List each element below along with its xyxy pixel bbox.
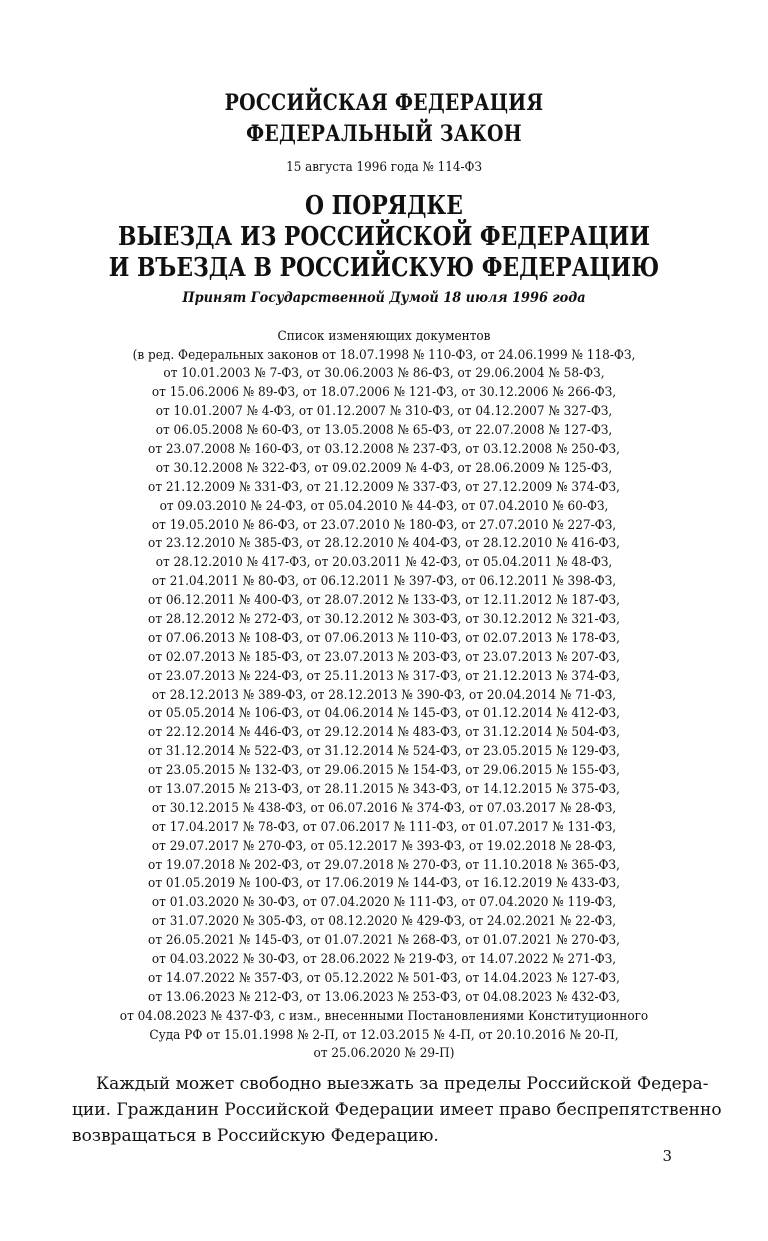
amendment-line: от 01.05.2019 № 100-ФЗ, от 17.06.2019 № 144-ФЗ, от 16.12.2019 № 433-ФЗ, [148,876,620,892]
amendment-line: от 13.07.2015 № 213-ФЗ, от 28.11.2015 № 343-ФЗ, от 14.12.2015 № 375-ФЗ, [148,781,620,797]
amendment-line: от 31.12.2014 № 522-ФЗ, от 31.12.2014 № 524-ФЗ, от 23.05.2015 № 129-ФЗ, [148,744,620,760]
amendment-line: от 15.06.2006 № 89-ФЗ, от 18.07.2006 № 121-ФЗ, от 30.12.2006 № 266-ФЗ, [151,385,617,401]
amendment-line: от 05.05.2014 № 106-ФЗ, от 04.06.2014 № 145-ФЗ, от 01.12.2014 № 412-ФЗ, [148,706,620,722]
amendment-line: от 04.08.2023 № 437-ФЗ, с изм., внесенными Постановлениями Конституционного [119,1008,649,1024]
adoption-note: Принят Государственной Думой 18 июля 1996 года [182,290,586,306]
amendment-line: от 25.06.2020 № 29-П) [313,1046,455,1062]
amendment-line: от 23.07.2013 № 224-ФЗ, от 25.11.2013 № 317-ФЗ, от 21.12.2013 № 374-ФЗ, [148,668,620,684]
amendment-line: от 13.06.2023 № 212-ФЗ, от 13.06.2023 № 253-ФЗ, от 04.08.2023 № 432-ФЗ, [148,989,620,1005]
amendment-line: от 10.01.2007 № 4-ФЗ, от 01.12.2007 № 310-ФЗ, от 04.12.2007 № 327-ФЗ, [155,404,613,420]
amendment-line: от 29.07.2017 № 270-ФЗ, от 05.12.2017 № 393-ФЗ, от 19.02.2018 № 28-ФЗ, [151,838,617,854]
amendment-line: от 21.04.2011 № 80-ФЗ, от 06.12.2011 № 397-ФЗ, от 06.12.2011 № 398-ФЗ, [151,574,617,590]
amendment-line: от 06.12.2011 № 400-ФЗ, от 28.07.2012 № 133-ФЗ, от 12.11.2012 № 187-ФЗ, [148,593,620,609]
law-type-heading: ФЕДЕРАЛЬНЫЙ ЗАКОН [246,121,522,147]
paragraph-line: возвращаться в Российскую Федерацию. [72,1126,439,1146]
amendment-line: от 21.12.2009 № 331-ФЗ, от 21.12.2009 № 337-ФЗ, от 27.12.2009 № 374-ФЗ, [148,479,620,495]
amendment-line: от 23.07.2008 № 160-ФЗ, от 03.12.2008 № 237-ФЗ, от 03.12.2008 № 250-ФЗ, [148,441,620,457]
amendment-line: от 26.05.2021 № 145-ФЗ, от 01.07.2021 № 268-ФЗ, от 01.07.2021 № 270-ФЗ, [148,933,620,949]
amendments-heading: Список изменяющих документов [277,329,491,344]
amendment-line: от 10.01.2003 № 7-ФЗ, от 30.06.2003 № 86-ФЗ, от 29.06.2004 № 58-ФЗ, [163,366,605,382]
amendment-line: от 28.12.2010 № 417-ФЗ, от 20.03.2011 № 42-ФЗ, от 05.04.2011 № 48-ФЗ, [155,555,613,571]
amendment-line: от 09.03.2010 № 24-ФЗ, от 05.04.2010 № 44-ФЗ, от 07.04.2010 № 60-ФЗ, [159,498,609,514]
amendment-line: от 28.12.2012 № 272-ФЗ, от 30.12.2012 № 303-ФЗ, от 30.12.2012 № 321-ФЗ, [148,611,620,627]
law-date-number: 15 августа 1996 года № 114-ФЗ [286,160,482,175]
amendments-list [0,347,768,1065]
amendment-line: от 04.03.2022 № 30-ФЗ, от 28.06.2022 № 219-ФЗ, от 14.07.2022 № 271-ФЗ, [151,952,617,967]
amendment-line: от 22.12.2014 № 446-ФЗ, от 29.12.2014 № 483-ФЗ, от 31.12.2014 № 504-ФЗ, [148,725,620,741]
law-title-line-2: ВЫЕЗДА ИЗ РОССИЙСКОЙ ФЕДЕРАЦИИ [118,222,650,252]
page-number: 3 [662,1147,672,1165]
law-title-line-1: О ПОРЯДКЕ [305,191,463,221]
amendment-line: от 19.05.2010 № 86-ФЗ, от 23.07.2010 № 180-ФЗ, от 27.07.2010 № 227-ФЗ, [151,517,617,533]
amendment-line: от 23.05.2015 № 132-ФЗ, от 29.06.2015 № 154-ФЗ, от 29.06.2015 № 155-ФЗ, [148,763,620,779]
paragraph-line: ции. Гражданин Российской Федерации имеет право беспрепятственно [72,1100,722,1120]
amendment-line: от 30.12.2015 № 438-ФЗ, от 06.07.2016 № 374-ФЗ, от 07.03.2017 № 28-ФЗ, [151,800,617,816]
amendment-line: от 28.12.2013 № 389-ФЗ, от 28.12.2013 № 390-ФЗ, от 20.04.2014 № 71-ФЗ, [151,687,617,703]
amendment-line: от 17.04.2017 № 78-ФЗ, от 07.06.2017 № 111-ФЗ, от 01.07.2017 № 131-ФЗ, [151,819,617,835]
article-paragraph [72,1071,722,1149]
amendment-line: Суда РФ от 15.01.1998 № 2-П, от 12.03.2015 № 4-П, от 20.10.2016 № 20-П, [149,1027,619,1043]
law-title-line-3: И ВЪЕЗДА В РОССИЙСКУЮ ФЕДЕРАЦИЮ [108,253,660,283]
amendment-line: от 23.12.2010 № 385-ФЗ, от 28.12.2010 № 404-ФЗ, от 28.12.2010 № 416-ФЗ, [148,536,620,552]
paragraph-line: Каждый может свободно выезжать за пределы Российской Федера- [96,1074,709,1094]
amendment-line: от 01.03.2020 № 30-ФЗ, от 07.04.2020 № 111-ФЗ, от 07.04.2020 № 119-ФЗ, [151,895,617,911]
amendment-line: от 14.07.2022 № 357-ФЗ, от 05.12.2022 № 501-ФЗ, от 14.04.2023 № 127-ФЗ, [148,970,620,986]
amendment-line: от 30.12.2008 № 322-ФЗ, от 09.02.2009 № 4-ФЗ, от 28.06.2009 № 125-ФЗ, [155,460,613,476]
amendment-line: от 06.05.2008 № 60-ФЗ, от 13.05.2008 № 65-ФЗ, от 22.07.2008 № 127-ФЗ, [155,423,613,439]
amendment-line: от 07.06.2013 № 108-ФЗ, от 07.06.2013 № 110-ФЗ, от 02.07.2013 № 178-ФЗ, [148,630,620,646]
amendment-line: от 19.07.2018 № 202-ФЗ, от 29.07.2018 № 270-ФЗ, от 11.10.2018 № 365-ФЗ, [148,857,620,873]
amendment-line: от 31.07.2020 № 305-ФЗ, от 08.12.2020 № 429-ФЗ, от 24.02.2021 № 22-ФЗ, [151,914,617,930]
amendment-line: (в ред. Федеральных законов от 18.07.1998 № 110-ФЗ, от 24.06.1999 № 118-ФЗ, [132,347,636,363]
amendment-line: от 02.07.2013 № 185-ФЗ, от 23.07.2013 № 203-ФЗ, от 23.07.2013 № 207-ФЗ, [148,649,620,665]
country-heading: РОССИЙСКАЯ ФЕДЕРАЦИЯ [224,90,544,116]
